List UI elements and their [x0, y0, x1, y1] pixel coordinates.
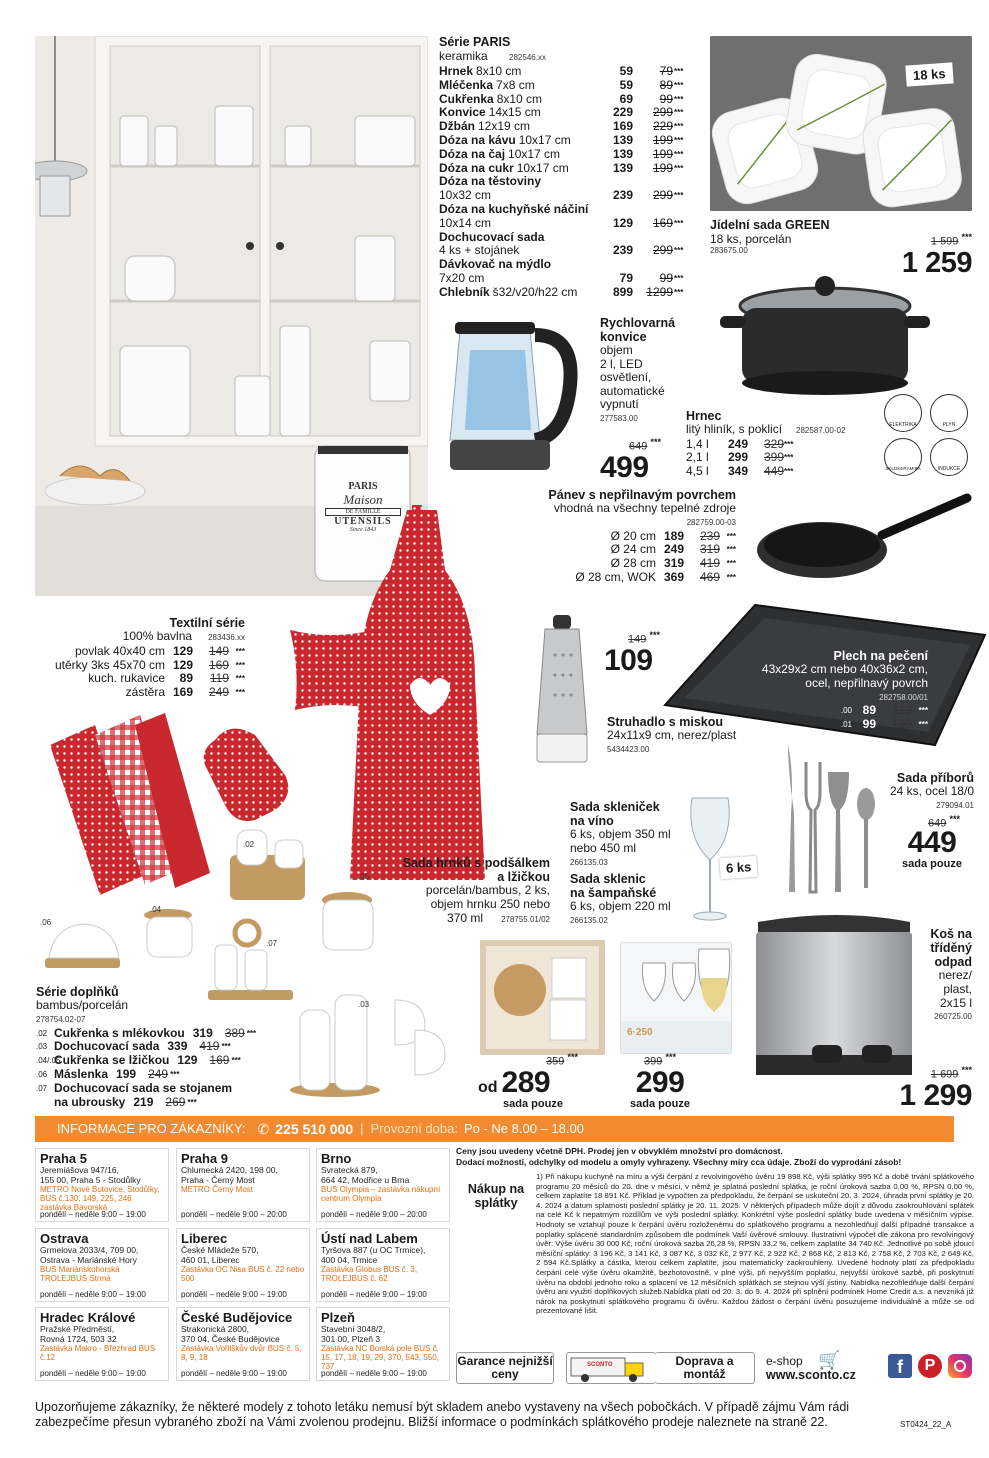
- paris-item-old-price: [633, 203, 673, 217]
- pot-row: 2,1 l 299 399 ***: [686, 450, 794, 465]
- textile-row: kuch. rukavice 89 119 ***: [88, 671, 245, 686]
- glasses-box-price: 6·250: [627, 1027, 653, 1038]
- paris-item: [439, 286, 699, 300]
- acc-label-06: .06: [40, 918, 52, 927]
- paris-item-stars: ***: [674, 122, 684, 132]
- plates-info: Jídelní sada GREEN 18 ks, porcelán 283675.00: [710, 218, 830, 255]
- acc-label-05: .05: [358, 872, 370, 881]
- store-name: Praha 9: [181, 1151, 228, 1166]
- store-hours: pondělí – neděle 9:00 – 19:00: [321, 1290, 427, 1299]
- paris-item-old-price: [633, 175, 673, 189]
- pan-row: Ø 24 cm 249 319 ***: [610, 542, 736, 557]
- glasses-price: 399 *** 299 sada pouze: [630, 1052, 690, 1110]
- acc-label-02: .02: [243, 840, 255, 849]
- store-name: Ostrava: [40, 1231, 89, 1246]
- store-card: [176, 1307, 310, 1381]
- paris-item-name: Džbán 12x19 cm: [439, 119, 531, 134]
- store-address: Tyršova 887 (u OC Trmice), 400 04, Trmice: [321, 1245, 426, 1265]
- pan-row: Ø 20 cm 189 239 ***: [610, 528, 736, 543]
- paris-item-old-price: 299: [652, 188, 673, 203]
- pot-row: 1,4 l 249 329 ***: [686, 436, 794, 451]
- tray-info: Plech na pečení 43x29x2 cm nebo 40x36x2 cm, ocel, nepřilnavý povrch 282758.00/01 .00 89 119 *** .01 99 139 ***: [720, 649, 928, 732]
- pinterest-icon[interactable]: P: [918, 1354, 942, 1378]
- store-hours: pondělí – neděle 9:00 – 19:00: [181, 1369, 287, 1378]
- paris-item-old-price: 299: [652, 105, 673, 120]
- paris-item: [439, 120, 699, 134]
- bin-photo: [752, 910, 916, 1080]
- store-name: Ústí nad Labem: [321, 1231, 418, 1246]
- hob-icons: [884, 394, 974, 478]
- store-hours: pondělí – neděle 9:00 – 19:00: [40, 1369, 146, 1378]
- paris-item: [439, 231, 699, 245]
- paris-item-old-price: 229: [652, 119, 673, 134]
- grater-price: 149 *** 109: [604, 630, 660, 677]
- paris-item-price: 59: [619, 77, 633, 92]
- store-card: [316, 1228, 450, 1302]
- mugs-box-photo: [480, 940, 605, 1055]
- store-card: [35, 1228, 169, 1302]
- delivery-assembly-button[interactable]: Doprava a montáž: [655, 1352, 755, 1384]
- customer-info-bar: INFORMACE PRO ZÁKAZNÍKY: ✆ 225 510 000 | Provozní doba: Po - Ne 8.00 – 18.00: [35, 1116, 954, 1142]
- paris-item-old-price: [633, 258, 673, 272]
- paris-item-stars: ***: [674, 135, 684, 145]
- paris-item-price: [605, 231, 633, 245]
- kettle-info: Rychlovarná konvice objem 2 l, LED osvětlení, automatické vypnutí 277583.00: [600, 316, 676, 423]
- canister-label: PARIS Maison DE FAMILLE UTENSILS Since 1843: [325, 481, 401, 533]
- store-name: České Budějovice: [181, 1310, 293, 1325]
- paris-material: keramika: [439, 49, 488, 63]
- eshop-link[interactable]: e-shop www.sconto.cz 🛒: [766, 1350, 856, 1382]
- textile-row: povlak 40x40 cm 129 149 ***: [74, 643, 245, 658]
- paris-item-name: Konvice 14x15 cm: [439, 105, 541, 120]
- acc-label-04: .04: [150, 905, 162, 914]
- store-transport: METRO Černý Most: [181, 1185, 254, 1194]
- paris-item-price: [605, 203, 633, 217]
- page-code: ST0424_22_A: [900, 1420, 952, 1429]
- paris-item-stars: ***: [674, 163, 684, 173]
- paris-item-stars: [673, 231, 674, 245]
- store-transport: BUS Mariánskohorská TROLEJBUS Strmá: [40, 1265, 120, 1283]
- paris-series: [439, 35, 699, 300]
- store-hours: pondělí – neděle 9:00 – 19:00: [321, 1369, 427, 1378]
- paris-item-stars: [673, 203, 674, 217]
- paris-item: [439, 148, 699, 162]
- store-hours: pondělí – neděle 9:00 – 20:00: [181, 1210, 287, 1219]
- store-address: Stavební 3048/2, 301 00, Plzeň 3: [321, 1324, 386, 1344]
- store-address: Chlumecká 2420, 198 00, Praha - Černý Most: [181, 1165, 278, 1185]
- store-name: Liberec: [181, 1231, 228, 1246]
- ceramic-hob-icon: SKLOKERAMIKA: [884, 438, 922, 476]
- store-hours: pondělí – neděle 9:00 – 19:00: [40, 1210, 146, 1219]
- store-transport: Zastávka Globus BUS č. 3, TROLEJBUS č. 62: [321, 1265, 418, 1283]
- paris-item: [439, 175, 699, 189]
- grater-photo: [533, 615, 591, 765]
- store-card: [316, 1148, 450, 1222]
- store-address: Strakonická 2800, 370 04, České Budějovice: [181, 1324, 280, 1344]
- paris-item-name: 10x14 cm: [439, 215, 492, 230]
- paris-item: [439, 217, 699, 231]
- cart-icon: 🛒: [818, 1350, 841, 1370]
- paris-item-stars: ***: [674, 273, 684, 283]
- paris-item-old-price: 199: [652, 146, 673, 161]
- glasses-badge: 6 ks: [719, 856, 758, 880]
- cutlery-info: Sada příborů 24 ks, ocel 18/0 279094.01 649 ***: [889, 771, 974, 830]
- paris-item-name: 4 ks + stojánek: [439, 243, 520, 258]
- paris-item: [439, 272, 699, 286]
- gas-hob-icon: PLYN: [930, 394, 968, 432]
- accessories-info: Série doplňků bambus/porcelán 278754.02-07 .02 Cukřenka s mlékovkou 319 389 *** .03 Dochucovací sada 339 419 *** .04/.05 Cukřenka se lžičkou 129 169 *** .06 Máslenka 199 249 *** .07 Dochucovací sada se stojanem na ubrousky 219 269 ***: [36, 985, 296, 1109]
- mugs-price: 359 *** od 289 sada pouze: [478, 1052, 578, 1110]
- paris-code: 282546.xx: [509, 53, 546, 62]
- phone-icon: ✆: [257, 1121, 270, 1137]
- store-transport: Zastávka Vořilškův dvůr BUS č. 5, 8, 9, 18: [181, 1344, 302, 1362]
- kettle-photo: [440, 310, 590, 480]
- paris-item-stars: ***: [674, 67, 684, 76]
- store-transport: METRO Nové Butovice, Stodůlky, BUS č.130, 149, 225, 246 zastávka Bavorská: [40, 1185, 160, 1212]
- paris-item-old-price: 1299: [646, 284, 673, 299]
- paris-item-name: Dochucovací sada: [439, 229, 545, 244]
- store-address: Pražské Předměstí, Rovná 1724, 503 32: [40, 1324, 117, 1344]
- paris-item-name: Chlebník š32/v20/h22 cm: [439, 284, 578, 299]
- paris-item: [439, 134, 699, 148]
- paris-price-list: [439, 65, 699, 300]
- store-name: Plzeň: [321, 1310, 355, 1325]
- paris-item-price: 169: [612, 119, 633, 134]
- store-transport: BUS Olympia – zastávka nákupní centrum Olympia: [321, 1185, 441, 1203]
- accessory-row: na ubrousky 219 269 ***: [54, 1094, 197, 1109]
- paris-item-stars: ***: [674, 94, 684, 104]
- store-transport: Zastávka NC Borská pole BUS č. 15, 17, 18, 19, 29, 370, 543, 550, 737: [321, 1344, 439, 1371]
- store-card: [176, 1148, 310, 1222]
- pan-price-rows: [510, 530, 736, 585]
- instagram-icon[interactable]: [948, 1354, 972, 1378]
- store-name: Brno: [321, 1151, 352, 1166]
- accessory-row: .07 Dochucovací sada se stojanem: [36, 1080, 233, 1095]
- paris-item: [439, 162, 699, 176]
- paris-item-name: Mléčenka 7x8 cm: [439, 77, 535, 92]
- pot-photo: [720, 268, 930, 398]
- paris-item: [439, 65, 699, 79]
- cutlery-price: 449 sada pouze: [902, 826, 962, 870]
- textile-info: Textilní série 100% bavlna 283436.xx povlak 40x40 cm 129 149 *** utěrky 3ks 45x70 cm 129 169 *** kuch. rukavice 89 119 *** zástěra 169 249 ***: [35, 616, 245, 700]
- tray-row: .01 99 139 ***: [840, 717, 928, 732]
- paris-item-price: 79: [619, 270, 633, 285]
- accessories-price-rows: [36, 1027, 296, 1110]
- store-name: Praha 5: [40, 1151, 87, 1166]
- store-card: [176, 1228, 310, 1302]
- store-address: Svratecká 879, 664 42, Modřice u Brna: [321, 1165, 410, 1185]
- store-hours: pondělí – neděle 9:00 – 19:00: [40, 1290, 146, 1299]
- paris-item-stars: [673, 175, 674, 189]
- paris-item-price: 229: [612, 105, 633, 120]
- store-card: [35, 1307, 169, 1381]
- legal-block: Ceny jsou uvedeny včetně DPH. Prodej jen v obvyklém množství pro domácnost. Dodací možnosti, odchylky od modelu a omyly vyhrazeny. Všechny míry cca údaje. Zboží do vyprodání zásob! Nákup na splátky 1) Při nákupu kuchyně na míru a výši čerpání z revolvingového úvěru 19 898 Kč, výši splátky 995 Kč a době trvání splátkového programu 20 měsíců do 20. dne v měsíci, v němž je splatná poslední splátka, je roční úroková sazba 0,00 %, RPSN 0,00 %, celkem zaplatíte 18 891 Kč. Příklad je vypočten za předpokladu, že čerpání se uskuteční 20. 3. 2024, úhrada první splátky je 20. 4. 2024 a datum splatnosti poslední splátky je 20. 11. 2025. V některých případech může dojít z důvodu zaokrouhlování splátek na celé Kč k nepatrným rozdílům ve výši poslední splátky. Konkrétní výše poslední splátky bude uvedena v měsíčním výpise. Hodnoty se vztahují pouze k čerpání úvěru rozloženému do splátkového programu a nezohledňují další případné transakce a poplatky splácené standardním způsobem dle podmínek Vaší úvěrové smlouvy. Ilustrativní výpočet dle zákona pro revolvingový úvěr: Výše úvěru 30 000 Kč, roční úroková sazba 26,28 %, RPSN 33,2 %, celkem zaplatíte 34 740 Kč. Jednotlivé po sobě jdoucí měsíční splátky: 3 196 Kč, 3 141 Kč, 3 087 Kč, 3 032 Kč, 2 977 Kč, 2 922 Kč, 2 868 Kč, 2 813 Kč, 2 758 Kč, 2 703 Kč, 2 649 Kč, 2 594 Kč.Splátky a částka, kterou celkem zaplatíte, jsou matematicky zaokrouhleny. Uvedené hodnoty platí za předpokladu čerpání celé výše úvěru okamžitě, bezhotovostně, v plné výši, při nejvyšším poplatku, nejvyšší úrokové sazbě, při poskytnutí úvěru na období jednoho roku a splacení ve 12 měsíčních splátkách se stejnou výší jistiny. Nabídka nezohledňuje další čerpání úvěru ani využití doplňkových služeb.Nabídka platí od 20. 3. do 9. 4. 2024 při splnění podmínek Home Credit a.s. a nevzniká již nárok na poskytnutí splátkového programu či úvěru. Každou žádost o čerpání úvěru posuzujeme individuálně a může se od prezentované lišit.: [456, 1146, 974, 1316]
- paris-item-price: 129: [612, 215, 633, 230]
- store-name: Hradec Králové: [40, 1310, 136, 1325]
- store-address: Jeremiášova 947/16, 155 00, Praha 5 - Stodůlky: [40, 1165, 141, 1185]
- store-card: [316, 1307, 450, 1381]
- info-phone[interactable]: 225 510 000: [275, 1121, 354, 1137]
- store-hours: pondělí – neděle 9:00 – 20:00: [321, 1210, 427, 1219]
- paris-item-stars: ***: [674, 80, 684, 90]
- paris-item: [439, 203, 699, 217]
- tray-price-rows: [720, 704, 928, 732]
- paris-item-name: Dóza na čaj 10x17 cm: [439, 146, 561, 161]
- paris-item: [439, 93, 699, 107]
- store-hours: pondělí – neděle 9:00 – 19:00: [181, 1290, 287, 1299]
- paris-item-price: 139: [612, 132, 633, 147]
- paris-item: [439, 244, 699, 258]
- paris-item-old-price: 199: [652, 160, 673, 175]
- paris-item-name: Dóza na kávu 10x17 cm: [439, 132, 571, 147]
- paris-item-name: Cukřenka 8x10 cm: [439, 91, 543, 106]
- paris-item-price: 139: [612, 146, 633, 161]
- tray-row: .00 89 119 ***: [840, 703, 928, 718]
- acc-label-03: .03: [358, 1000, 370, 1009]
- pan-photo: [752, 490, 972, 590]
- pan-info: Pánev s nepřilnavým povrchem vhodná na všechny tepelné zdroje 282759.00-03 Ø 20 cm 189 239 *** Ø 24 cm 249 319 *** Ø 28 cm 319 419 *** Ø 28 cm, WOK 369 469 ***: [510, 488, 736, 585]
- pot-info: Hrnec litý hliník, s poklicí 282587.00-02 1,4 l 249 329 *** 2,1 l 299 399 *** 4,5 l 349 449 ***: [686, 409, 866, 479]
- paris-item-stars: ***: [674, 149, 684, 159]
- paris-item-stars: ***: [674, 108, 684, 118]
- legal-text: 1) Při nákupu kuchyně na míru a výši čerpání z revolvingového úvěru 19 898 Kč, výši splátky 995 Kč a době trvání splátkového programu 20 měsíců do 20. dne v měsíci, v němž je splatná poslední splátka, je roční úroková sazba 0,00 %, RPSN 0,00 %, celkem zaplatíte 18 891 Kč. Příklad je vypočten za předpokladu, že čerpání se uskuteční 20. 3. 2024, úhrada první splátky je 20. 4. 2024 a datum splatnosti poslední splátky je 20. 11. 2025. V některých případech může dojít z důvodu zaokrouhlování splátek na celé Kč k nepatrným rozdílům ve výši poslední splátky. Konkrétní výše poslední splátky bude uvedena v měsíčním výpise. Hodnoty se vztahují pouze k čerpání úvěru rozloženému do splátkového programu a nezohledňují další případné transakce a poplatky splácené standardním způsobem dle podmínek Vaší úvěrové smlouvy. Ilustrativní výpočet dle zákona pro revolvingový úvěr: Výše úvěru 30 000 Kč, roční úroková sazba 26,28 %, RPSN 33,2 %, celkem zaplatíte 34 740 Kč. Jednotlivé po sobě jdoucí měsíční splátky: 3 196 Kč, 3 141 Kč, 3 087 Kč, 3 032 Kč, 2 977 Kč, 2 922 Kč, 2 868 Kč, 2 813 Kč, 2 758 Kč, 2 703 Kč, 2 649 Kč, 2 594 Kč.Splátky a částka, kterou celkem zaplatíte, jsou matematicky zaokrouhleny. Uvedené hodnoty platí za předpokladu čerpání celé výše úvěru okamžitě, bezhotovostně, v plné výši, při nejvyšším poplatku, nejvyšší úrokové sazbě, při poskytnutí úvěru na období jednoho roku a splacení ve 12 měsíčních splátkách se stejnou výší jistiny. Nabídka nezohledňuje další čerpání úvěru ani využití doplňkových služeb.Nabídka platí od 20. 3. do 9. 4. 2024 při splnění podmínek Home Credit a.s. a nevzniká již nárok na poskytnutí splátkového programu či úvěru. Každou žádost o čerpání úvěru posuzujeme individuálně a může se od prezentované lišit.: [536, 1172, 974, 1316]
- bin-price: 1 699 *** 1 299: [899, 1065, 972, 1112]
- paris-item: [439, 189, 699, 203]
- paris-item-price: 239: [612, 188, 633, 203]
- info-hours: Po - Ne 8.00 – 18.00: [463, 1121, 584, 1136]
- glasses-info: Sada skleniček na víno 6 ks, objem 350 ml nebo 450 ml 266135.03 Sada sklenic na šampaňské 6 ks, objem 220 ml 266135.02: [570, 800, 671, 926]
- paris-item-stars: ***: [674, 246, 684, 256]
- paris-item-old-price: 169: [652, 215, 673, 230]
- textile-row: utěrky 3ks 45x70 cm 129 169 ***: [54, 657, 245, 672]
- paris-item-name: Dóza na kuchyňské náčiní: [439, 201, 589, 216]
- paris-item-stars: [673, 258, 674, 272]
- grater-info: Struhadlo s miskou 24x11x9 cm, nerez/plast 5434423.00: [607, 715, 737, 754]
- paris-item-name: 10x32 cm: [439, 188, 492, 203]
- pot-row: 4,5 l 349 449 ***: [686, 464, 794, 479]
- electric-hob-icon: ELEKTRIKA: [884, 394, 922, 432]
- store-transport: Zastávka OC Nisa BUS č. 22 nebo 500: [181, 1265, 305, 1283]
- plates-photo: [710, 36, 972, 211]
- glasses-box-photo: [620, 942, 732, 1054]
- plates-price: 1 599 *** 1 259: [901, 232, 972, 279]
- acc-label-07: .07: [266, 939, 278, 948]
- pot-price-rows: [686, 438, 866, 479]
- pan-row: Ø 28 cm 319 419 ***: [610, 556, 736, 571]
- store-transport: Zastávka Makro - Březhrad BUS č.12: [40, 1344, 156, 1362]
- paris-item-price: 239: [612, 243, 633, 258]
- paris-item-old-price: 199: [652, 132, 673, 147]
- store-address: Grmelova 2033/4, 709 00, Ostrava - Mariánské Hory: [40, 1245, 139, 1265]
- accessory-row: .02 Cukřenka s mlékovkou 319 389 ***: [36, 1025, 257, 1040]
- paris-item-name: Hrnek 8x10 cm: [439, 64, 522, 78]
- paris-item-name: 7x20 cm: [439, 270, 485, 285]
- accessory-row: .06 Máslenka 199 249 ***: [36, 1066, 180, 1081]
- installment-title: Nákup na splátky: [467, 1182, 525, 1210]
- plates-badge: 18 ks: [905, 62, 953, 86]
- induction-hob-icon: INDUKCE: [930, 438, 968, 476]
- store-address: České Mládeže 570, 460 01, Liberec: [181, 1245, 259, 1265]
- paris-title: Série PARIS: [439, 35, 511, 49]
- paris-item-stars: ***: [674, 218, 684, 228]
- paris-item-name: Dávkovač na mýdlo: [439, 257, 552, 272]
- paris-item-price: 899: [612, 284, 633, 299]
- accessory-row: .03 Dochucovací sada 339 419 ***: [36, 1039, 231, 1054]
- paris-item-price: 139: [612, 160, 633, 175]
- mugs-info: Sada hrnků s podšálkem a lžičkou porcelán/bambus, 2 ks, objem hrnku 250 nebo 370 ml 278755.01/02: [402, 856, 550, 925]
- paris-item-old-price: 79: [659, 64, 673, 78]
- paris-item-old-price: 99: [659, 91, 673, 106]
- paris-item-stars: ***: [674, 191, 684, 201]
- delivery-truck-icon: SCONTO: [566, 1352, 656, 1384]
- paris-item-name: Dóza na těstoviny: [439, 174, 542, 189]
- bottom-note: Upozorňujeme zákazníky, že některé modely z tohoto letáku nemusí být skladem anebo vystaveny na všech pobočkách. V případě zájmu Vám rádi zabezpečíme přesun vybraného zboží na Vámi zvolenou prodejnu. Bližší informace o podmínkách splátkového prodeje naleznete na straně 22.: [35, 1400, 850, 1429]
- pan-row: Ø 28 cm, WOK 369 469 ***: [575, 569, 736, 584]
- lowest-price-guarantee[interactable]: Garance nejnižší ceny: [456, 1352, 554, 1384]
- kettle-price: 649 *** 499: [600, 437, 661, 484]
- paris-item: [439, 79, 699, 93]
- bin-info: Koš na tříděný odpad nerez/ plast, 2x15 l 260725.00: [930, 927, 972, 1022]
- paris-item-old-price: [633, 231, 673, 245]
- paris-item-price: 59: [619, 64, 633, 78]
- info-label: INFORMACE PRO ZÁKAZNÍKY:: [57, 1121, 246, 1136]
- paris-item-price: 69: [619, 91, 633, 106]
- store-card: [35, 1148, 169, 1222]
- paris-item-stars: ***: [674, 287, 684, 297]
- paris-item-price: [605, 258, 633, 272]
- paris-item-old-price: 299: [652, 243, 673, 258]
- paris-item: [439, 258, 699, 272]
- paris-item-old-price: 89: [659, 77, 673, 92]
- paris-item-name: Dóza na cukr 10x17 cm: [439, 160, 569, 175]
- paris-item-price: [605, 175, 633, 189]
- info-hours-label: Provozní doba:: [370, 1121, 458, 1136]
- paris-item-old-price: 99: [659, 270, 673, 285]
- facebook-icon[interactable]: f: [888, 1354, 912, 1378]
- paris-item: [439, 106, 699, 120]
- textile-row: zástěra 169 249 ***: [125, 685, 245, 700]
- accessory-row: .04/.05 Cukřenka se lžičkou 129 169 ***: [36, 1053, 241, 1068]
